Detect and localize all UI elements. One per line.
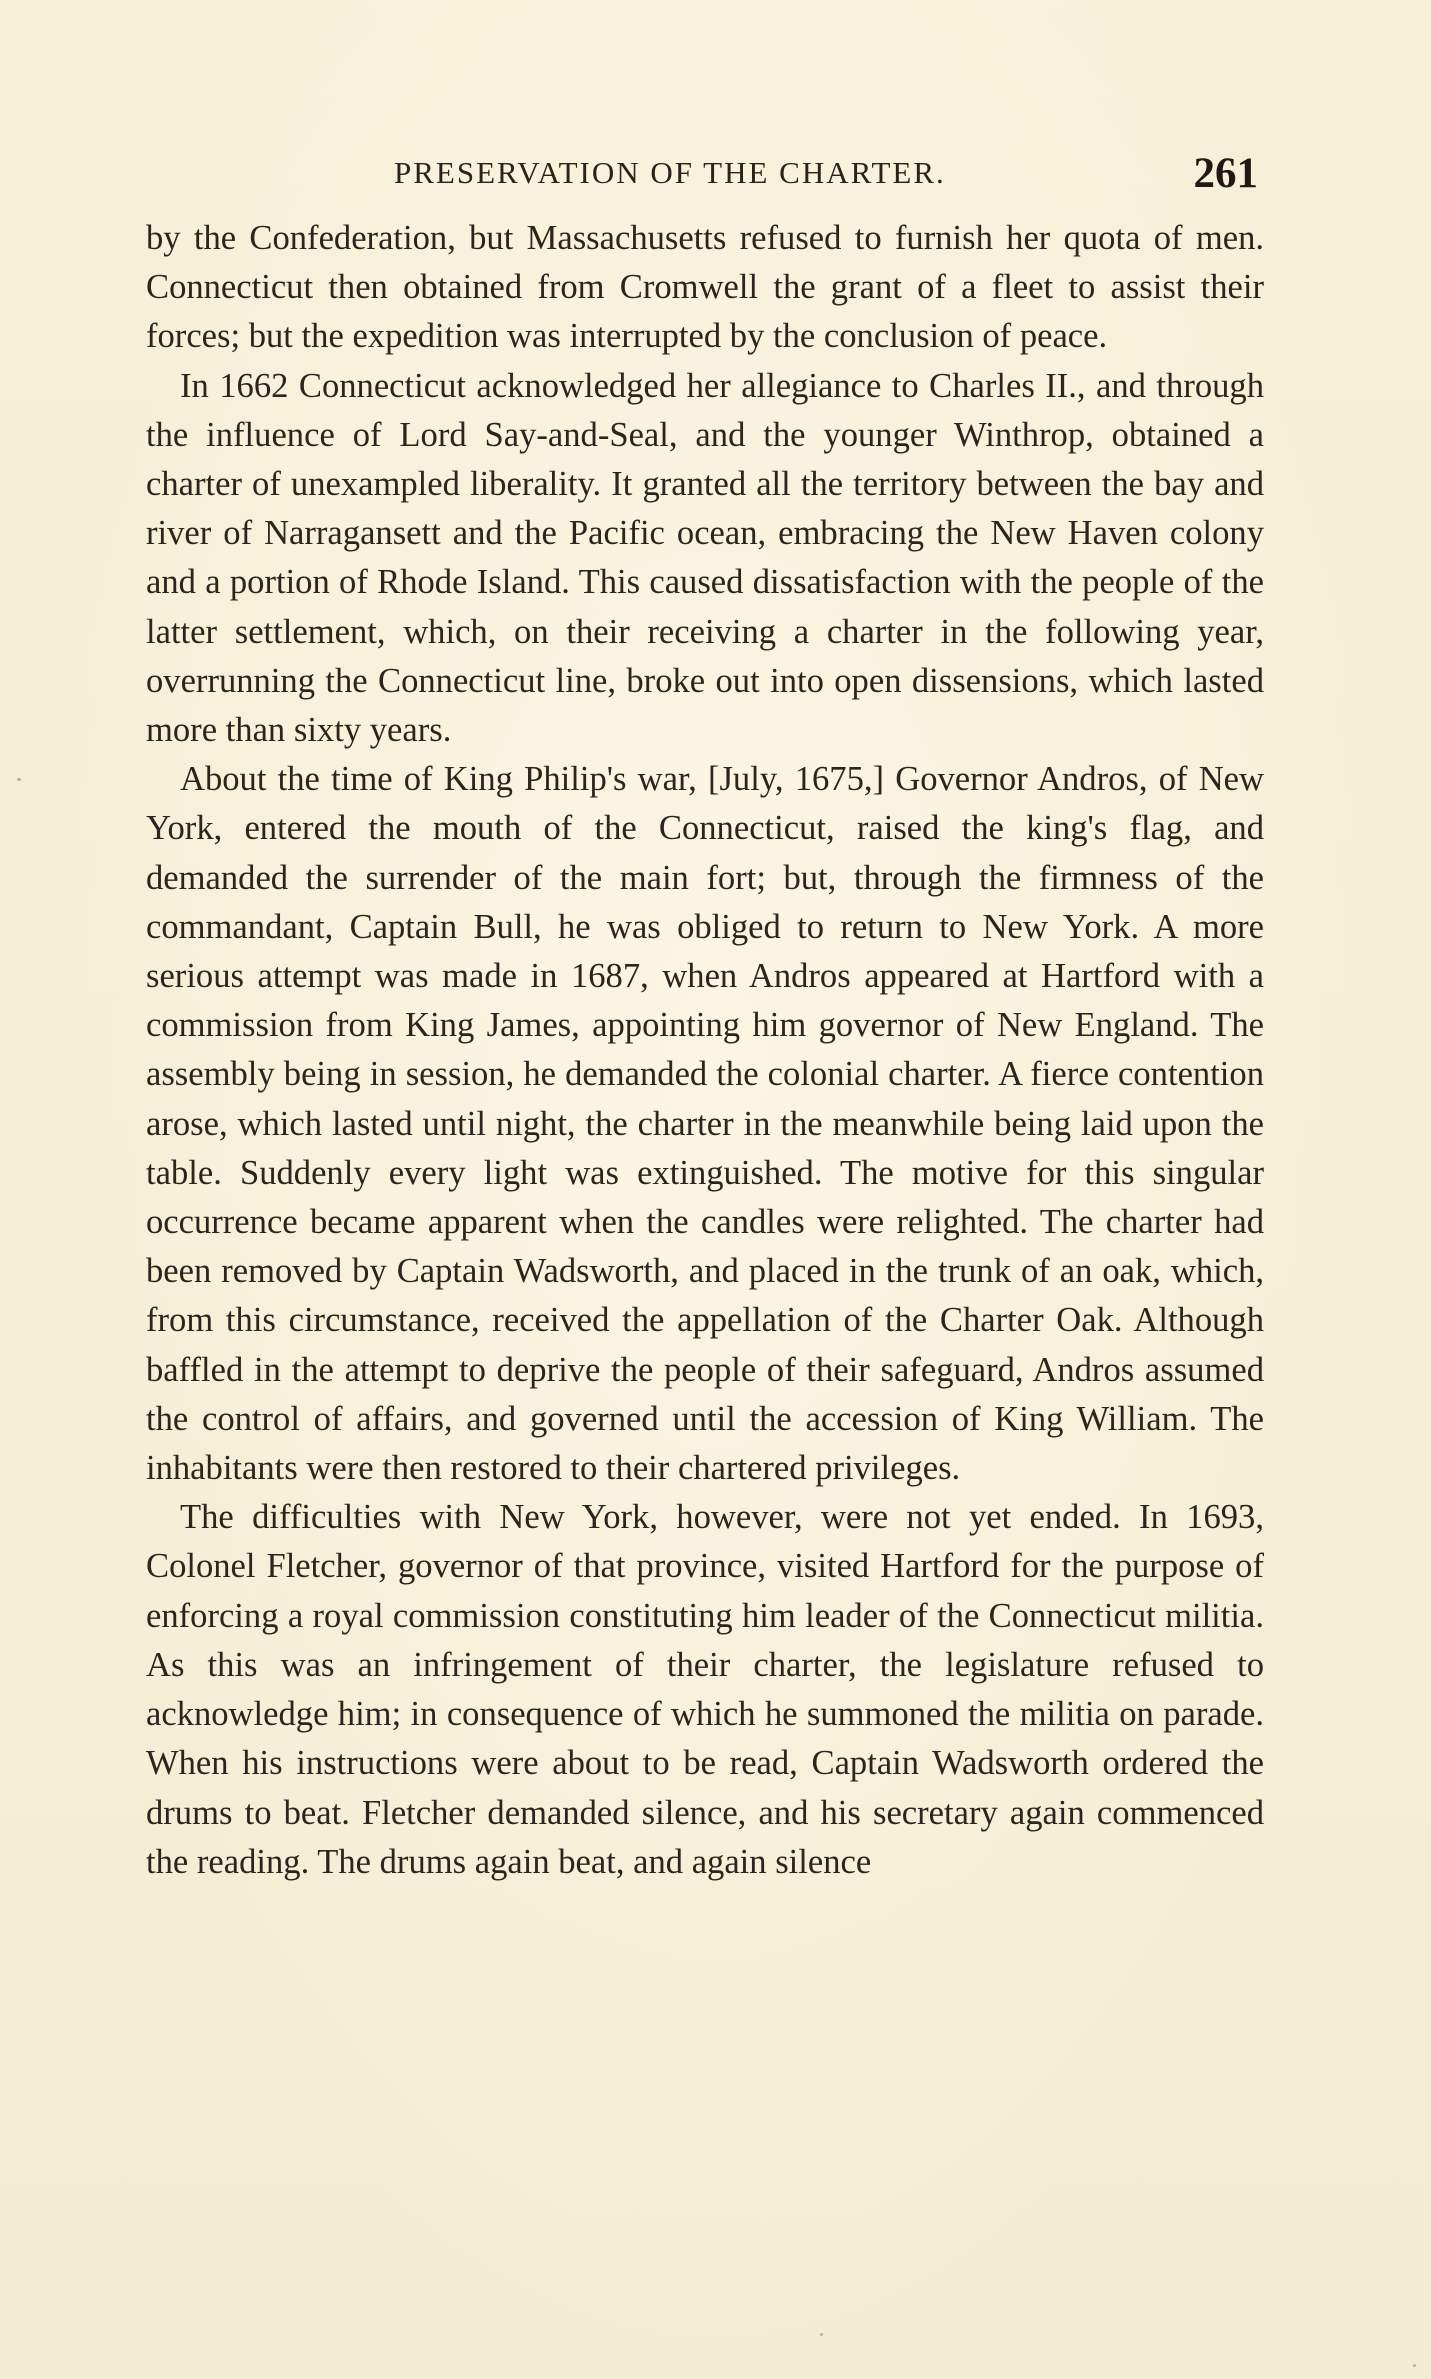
paper-speck (17, 778, 21, 781)
paragraph-charter-1662: In 1662 Connecticut acknowledged her allegiance to Charles II., and through the influence of Lord Say-and-Seal, and the younger Winthrop, obtained a charter of unexampled liberality. It granted all the territory between the bay and river of Narragansett and the Pacific ocean, embracing the New Haven colony and a portion of Rhode Island. This caused dissatisfaction with the people of the latter settlement, which, on their receiving a charter in the following year, overrunning the Connecticut line, broke out into open dissensions, which lasted more than sixty years. (146, 366, 1264, 750)
running-header (146, 150, 1264, 196)
paragraph-andros: About the time of King Philip's war, [July, 1675,] Governor Andros, of New York, entered the mouth of the Connecticut, raised the king's flag, and demanded the surrender of the main fort; but, through the firmness of the commandant, Captain Bull, he was obliged to return to New York. A more serious attempt was made in 1687, when Andros appeared at Hartford with a commission from King James, appointing him governor of New England. The assembly being in session, he demanded the colonial charter. A fierce contention arose, which lasted until night, the charter in the meanwhile being laid upon the table. Suddenly every light was extinguished. The motive for this singular occurrence became apparent when the candles were relighted. The charter had been removed by Captain Wadsworth, and placed in the trunk of an oak, which, from this circumstance, received the appellation of the Charter Oak. Although baffled in the attempt to deprive the people of their safeguard, Andros assumed the control of affairs, and governed until the accession of King William. The inhabitants were then restored to their chartered privileges. (146, 760, 1264, 1488)
running-title: PRESERVATION OF THE CHARTER. (394, 155, 946, 190)
paper-speck (1413, 2364, 1416, 2367)
body-text (146, 214, 1264, 1887)
paragraph-fletcher: The difficulties with New York, however, were not yet ended. In 1693, Colonel Fletcher, governor of that province, visited Hartford for the purpose of enforcing a royal commission constituting him leader of the Connecticut militia. As this was an infringement of their charter, the legislature refused to acknowledge him; in consequence of which he summoned the militia on parade. When his instructions were about to be read, Captain Wadsworth ordered the drums to beat. Fletcher demanded silence, and his secretary again commenced the reading. The drums again beat, and again silence (146, 1498, 1264, 1881)
page-number: 261 (1193, 149, 1258, 197)
paper-speck (820, 2333, 823, 2336)
paragraph-continuation: by the Confederation, but Massachusetts refused to furnish her quota of men. Connecticut then obtained from Cromwell the grant of a fleet to assist their forces; but the expedition was interrupted by the conclusion of peace. (146, 219, 1264, 356)
